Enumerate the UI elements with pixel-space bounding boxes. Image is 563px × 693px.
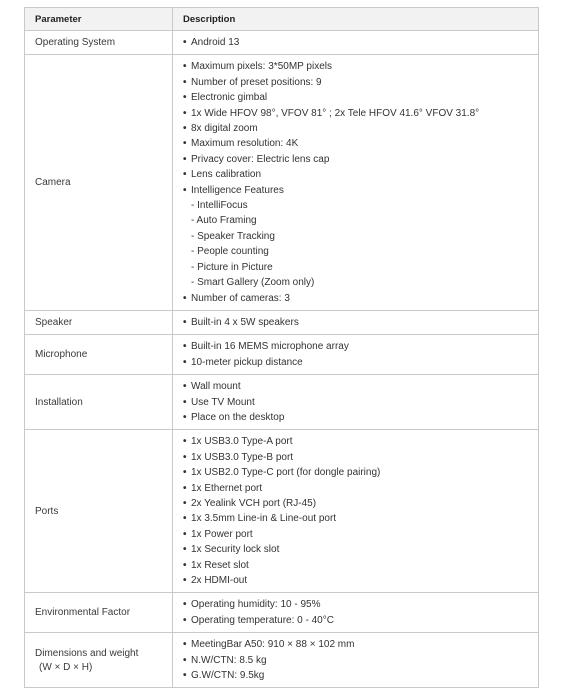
item-text: Electronic gimbal — [191, 92, 268, 104]
item-text: - Smart Gallery (Zoom only) — [191, 277, 315, 289]
spec-table — [24, 7, 539, 688]
bullet-icon: • — [183, 451, 187, 463]
parameter-name: Installation — [35, 396, 83, 408]
description-list — [183, 597, 528, 628]
item-text: Intelligence Features — [191, 184, 284, 196]
item-text: N.W/CTN: 8.5 kg — [191, 654, 267, 666]
table-row — [25, 633, 539, 688]
item-text: - People counting — [191, 246, 269, 258]
description-list — [183, 315, 528, 330]
bullet-item — [183, 106, 528, 121]
description-cell — [173, 31, 539, 55]
table-row — [25, 375, 539, 430]
item-text: Android 13 — [191, 37, 240, 48]
parameter-cell — [25, 593, 173, 633]
bullet-item — [183, 355, 528, 370]
description-list — [183, 339, 528, 370]
parameter-name: Dimensions and weight — [35, 647, 139, 659]
bullet-item — [183, 410, 528, 425]
bullet-item — [183, 465, 528, 480]
description-list — [183, 59, 528, 306]
bullet-item — [183, 527, 528, 542]
parameter-cell — [25, 55, 173, 311]
bullet-icon: • — [183, 316, 187, 328]
bullet-item — [183, 167, 528, 182]
item-text: G.W/CTN: 9.5kg — [191, 670, 265, 682]
description-cell — [173, 335, 539, 375]
item-text: Privacy cover: Electric lens cap — [191, 153, 330, 165]
description-list — [183, 434, 528, 588]
item-text: 1x USB3.0 Type-A port — [191, 436, 293, 448]
bullet-icon: • — [183, 639, 187, 651]
bullet-icon: • — [183, 138, 187, 150]
bullet-item — [183, 379, 528, 394]
bullet-icon: • — [183, 654, 187, 666]
bullet-item — [183, 668, 528, 683]
bullet-icon: • — [183, 614, 187, 626]
description-cell — [173, 375, 539, 430]
bullet-item — [183, 75, 528, 90]
bullet-item — [183, 121, 528, 136]
item-text: Operating temperature: 0 - 40°C — [191, 614, 334, 626]
bullet-item — [183, 183, 528, 198]
description-cell — [173, 430, 539, 593]
item-text: Number of preset positions: 9 — [191, 76, 322, 88]
bullet-icon: • — [183, 544, 187, 556]
sub-feature-item — [183, 198, 528, 213]
parameter-name: Speaker — [35, 317, 73, 329]
bullet-item — [183, 573, 528, 588]
bullet-item — [183, 291, 528, 306]
item-text: Wall mount — [191, 381, 241, 393]
bullet-item — [183, 597, 528, 612]
item-text: 1x USB2.0 Type-C port (for dongle pairing) — [191, 467, 381, 479]
item-text: Place on the desktop — [191, 411, 285, 423]
item-text: Lens calibration — [191, 169, 262, 181]
bullet-icon: • — [183, 396, 187, 408]
bullet-item — [183, 35, 528, 50]
bullet-item — [183, 136, 528, 151]
bullet-item — [183, 152, 528, 167]
table-row — [25, 430, 539, 593]
item-text: Built-in 4 x 5W speakers — [191, 316, 299, 328]
bullet-item — [183, 395, 528, 410]
item-text: 8x digital zoom — [191, 123, 258, 135]
description-list — [183, 637, 528, 683]
table-body — [25, 31, 539, 688]
item-text: Use TV Mount — [191, 396, 255, 408]
item-text: - Picture in Picture — [191, 261, 273, 273]
bullet-icon: • — [183, 292, 187, 304]
sub-feature-item — [183, 213, 528, 228]
item-text: MeetingBar A50: 910 × 88 × 102 mm — [191, 639, 355, 651]
item-text: 1x Ethernet port — [191, 482, 263, 494]
item-text: 1x 3.5mm Line-in & Line-out port — [191, 513, 337, 525]
parameter-name: Environmental Factor — [35, 607, 131, 619]
bullet-icon: • — [183, 169, 187, 181]
item-text: 1x Reset slot — [191, 559, 249, 571]
parameter-cell — [25, 310, 173, 334]
bullet-icon: • — [183, 528, 187, 540]
parameter-cell — [25, 31, 173, 55]
bullet-icon: • — [183, 123, 187, 135]
description-cell — [173, 633, 539, 688]
item-text: 2x Yealink VCH port (RJ-45) — [191, 497, 317, 509]
item-text: 10-meter pickup distance — [191, 356, 303, 368]
parameter-name: Operating System — [35, 37, 116, 49]
item-text: Built-in 16 MEMS microphone array — [191, 341, 349, 353]
description-cell — [173, 593, 539, 633]
description-cell — [173, 55, 539, 311]
bullet-icon: • — [183, 184, 187, 196]
bullet-item — [183, 613, 528, 628]
bullet-icon: • — [183, 497, 187, 509]
sub-feature-item — [183, 229, 528, 244]
sub-feature-item — [183, 275, 528, 290]
bullet-item — [183, 450, 528, 465]
bullet-icon: • — [183, 107, 187, 119]
header-parameter: Parameter — [25, 8, 173, 31]
parameter-cell — [25, 335, 173, 375]
item-text: 1x Security lock slot — [191, 544, 280, 556]
item-text: 1x Power port — [191, 528, 253, 540]
description-cell — [173, 310, 539, 334]
bullet-item — [183, 558, 528, 573]
item-text: Maximum resolution: 4K — [191, 138, 299, 150]
bullet-icon: • — [183, 411, 187, 423]
item-text: 2x HDMI-out — [191, 575, 248, 586]
bullet-item — [183, 90, 528, 105]
bullet-icon: • — [183, 467, 187, 479]
item-text: 1x Wide HFOV 98°, VFOV 81° ; 2x Tele HFOV 41.6° VFOV 31.8° — [191, 107, 480, 119]
bullet-icon: • — [183, 436, 187, 448]
bullet-icon: • — [183, 61, 187, 73]
bullet-item — [183, 434, 528, 449]
header-row — [25, 8, 539, 31]
item-text: - IntelliFocus — [191, 200, 248, 212]
header-description: Description — [173, 8, 539, 31]
parameter-name: Microphone — [35, 349, 88, 361]
item-text: - Speaker Tracking — [191, 230, 275, 242]
bullet-icon: • — [183, 482, 187, 494]
parameter-cell — [25, 430, 173, 593]
bullet-icon: • — [183, 575, 187, 586]
table-row — [25, 335, 539, 375]
bullet-icon: • — [183, 37, 187, 48]
table-row — [25, 55, 539, 311]
item-text: - Auto Framing — [191, 215, 257, 227]
item-text: Maximum pixels: 3*50MP pixels — [191, 61, 332, 73]
description-list — [183, 35, 528, 50]
bullet-icon: • — [183, 153, 187, 165]
table-row — [25, 593, 539, 633]
table-row — [25, 31, 539, 55]
bullet-item — [183, 542, 528, 557]
item-text: 1x USB3.0 Type-B port — [191, 451, 294, 463]
bullet-item — [183, 339, 528, 354]
bullet-item — [183, 637, 528, 652]
bullet-item — [183, 59, 528, 74]
bullet-item — [183, 511, 528, 526]
bullet-icon: • — [183, 513, 187, 525]
bullet-icon: • — [183, 381, 187, 393]
bullet-icon: • — [183, 92, 187, 104]
parameter-cell — [25, 633, 173, 688]
bullet-item — [183, 481, 528, 496]
parameter-name: Ports — [35, 505, 59, 517]
item-text: Number of cameras: 3 — [191, 292, 290, 304]
bullet-icon: • — [183, 670, 187, 682]
parameter-name: Camera — [35, 177, 71, 189]
table-header — [25, 8, 539, 31]
sub-feature-item — [183, 244, 528, 259]
bullet-icon: • — [183, 599, 187, 611]
parameter-unit: (W × D × H) — [39, 661, 93, 673]
bullet-item — [183, 315, 528, 330]
bullet-item — [183, 496, 528, 511]
parameter-cell — [25, 375, 173, 430]
description-list — [183, 379, 528, 425]
table-row — [25, 310, 539, 334]
bullet-icon: • — [183, 76, 187, 88]
bullet-icon: • — [183, 356, 187, 368]
bullet-icon: • — [183, 559, 187, 571]
item-text: Operating humidity: 10 - 95% — [191, 599, 321, 611]
bullet-item — [183, 653, 528, 668]
sub-feature-item — [183, 260, 528, 275]
bullet-icon: • — [183, 341, 187, 353]
